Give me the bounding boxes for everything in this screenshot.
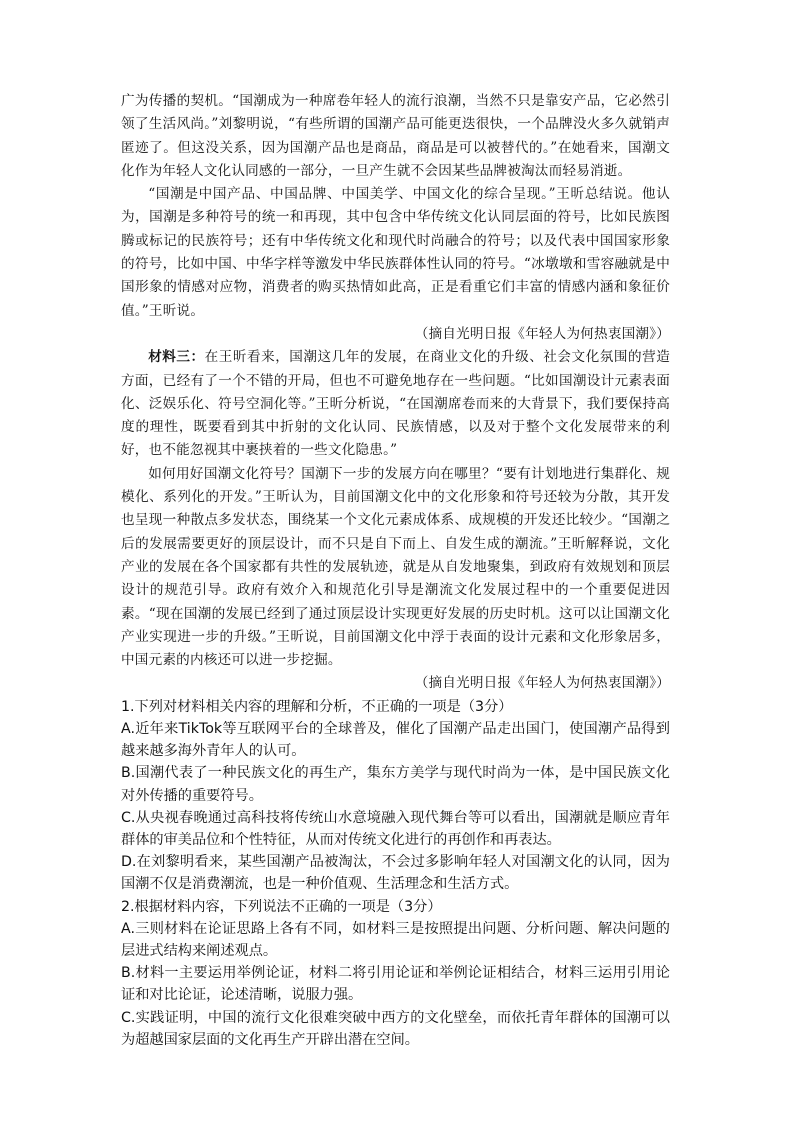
option-b: B.国潮代表了一种民族文化的再生产，集东方美学与现代时尚为一体，是中国民族文化对外传播的重要符号。 bbox=[121, 765, 670, 804]
question-stem: 1.下列对材料相关内容的理解和分析，不正确的一项是（3分） bbox=[121, 698, 513, 715]
option-b: B.材料一主要运用举例论证，材料二将引用论证和举例论证相结合，材料三运用引用论证和对比论证，论述清晰，说服力强。 bbox=[121, 965, 670, 1004]
reading-passage bbox=[121, 90, 670, 696]
source-citation: （摘自光明日报《年轻人为何热衷国潮》） bbox=[414, 675, 670, 692]
option-d: D.在刘黎明看来，某些国潮产品被淘汰，不会过多影响年轻人对国潮文化的认同，因为国潮不仅是消费潮流，也是一种价值观、生活理念和生活方式。 bbox=[121, 854, 670, 893]
option-c: C.从央视春晚通过高科技将传统山水意境融入现代舞台等可以看出，国潮就是顺应青年群体的审美品位和个性特征，从而对传统文化进行的再创作和再表达。 bbox=[121, 809, 670, 848]
questions-section bbox=[121, 696, 670, 1051]
option-c: C.实践证明，中国的流行文化很难突破中西方的文化壁垒，而依托青年群体的国潮可以为超越国家层面的文化再生产开辟出潜在空间。 bbox=[121, 1009, 670, 1048]
passage-paragraph: “国潮是中国产品、中国品牌、中国美学、中国文化的综合呈现。”王昕总结说。他认为，国潮是多种符号的统一和再现，其中包含中华传统文化认同层面的符号，比如民族图腾或标记的民族符号；还有中华传统文化和现代时尚融合的符号；以及代表中国国家形象的符号，比如中国、中华字样等激发中华民族群体性认同的符号。“冰墩墩和雪容融就是中国形象的情感对应物，消费者的购买热情如此高，正是看重它们丰富的情感内涵和象征价值。”王昕说。 bbox=[121, 186, 670, 319]
question-stem: 2.根据材料内容，下列说法不正确的一项是（3分） bbox=[121, 898, 442, 915]
option-a: A.近年来TikTok等互联网平台的全球普及，催化了国潮产品走出国门，使国潮产品得到越来越多海外青年人的认可。 bbox=[121, 720, 670, 760]
material-label: 材料三： bbox=[148, 349, 205, 366]
passage-paragraph: 广为传播的契机。“国潮成为一种席卷年轻人的流行浪潮，当然不只是靠安产品，它必然引领了生活风尚。”刘黎明说，“有些所谓的国潮产品可能更迭很快，一个品牌没火多久就销声匿迹了。但这没关系，因为国潮产品也是商品，商品是可以被替代的。”在她看来，国潮文化作为年轻人文化认同感的一部分，一旦产生就不会因某些品牌被淘汰而轻易消逝。 bbox=[121, 93, 670, 179]
passage-text: 在王昕看来，国潮这几年的发展，在商业文化的升级、社会文化氛围的营造方面，已经有了一个不错的开局，但也不可避免地存在一些问题。“比如国潮设计元素表面化、泛娱乐化、符号空洞化等。”王昕分析说，“在国潮席卷而来的大背景下，我们要保持高度的理性，既要看到其中折射的文化认同、民族情感，以及对于整个文化发展带来的利好，也不能忽视其中裹挟着的一些文化隐患。” bbox=[121, 349, 670, 459]
source-citation: （摘自光明日报《年轻人为何热衷国潮》） bbox=[414, 325, 670, 342]
passage-paragraph bbox=[121, 346, 670, 462]
passage-paragraph: 如何用好国潮文化符号？国潮下一步的发展方向在哪里？“要有计划地进行集群化、规模化、系列化的开发。”王昕认为，目前国潮文化中的文化形象和符号还较为分散，其开发也呈现一种散点多发状态，围绕某一个文化元素成体系、成规模的开发还比较少。“国潮之后的发展需要更好的顶层设计，而不只是自下而上、自发生成的潮流。”王昕解释说，文化产业的发展在各个国家都有共性的发展轨迹，就是从自发地聚集，到政府有效规划和顶层设计的规范引导。政府有效介入和规范化引导是潮流文化发展过程中的一个重要促进因素。“现在国潮的发展已经到了通过顶层设计实现更好发展的历史时机。这可以让国潮文化产业实现进一步的升级。”王昕说，目前国潮文化中浮于表面的设计元素和文化形象居多，中国元素的内核还可以进一步挖掘。 bbox=[121, 465, 670, 669]
option-a: A.三则材料在论证思路上各有不同，如材料三是按照提出问题、分析问题、解决问题的层进式结构来阐述观点。 bbox=[121, 920, 670, 959]
